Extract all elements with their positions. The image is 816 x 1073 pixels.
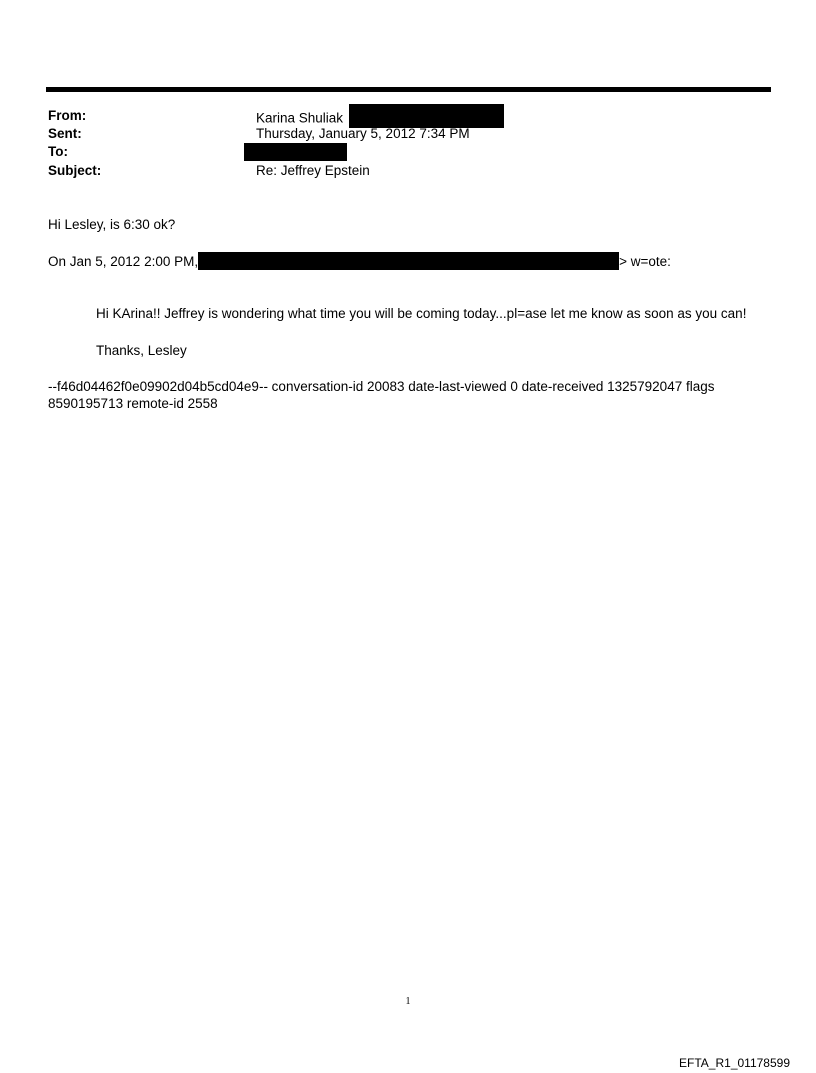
subject-label: Subject: — [48, 163, 102, 178]
message-metadata: --f46d04462f0e09902d04b5cd04e9-- conversation-id 20083 date-last-viewed 0 date-received 1325792047 flags 8590195713 remote-id 2558 — [48, 379, 715, 411]
document-id: EFTA_R1_01178599 — [679, 1056, 790, 1070]
quote-wrote: > w=ote: — [619, 254, 671, 269]
sent-label: Sent: — [48, 126, 82, 141]
quote-intro-line — [48, 253, 671, 271]
page-number: 1 — [405, 996, 411, 1007]
from-label: From: — [48, 108, 87, 123]
quoted-message: Hi KArina!! Jeffrey is wondering what time you will be coming today...pl=ase let me know as soon as you can! — [96, 306, 747, 321]
redaction-block — [244, 143, 347, 161]
from-name: Karina Shuliak — [256, 110, 344, 126]
quoted-signoff: Thanks, Lesley — [96, 343, 187, 358]
quote-intro: On Jan 5, 2012 2:00 PM, — [48, 254, 199, 269]
sent-value: Thursday, January 5, 2012 7:34 PM — [256, 126, 470, 141]
header-divider — [46, 87, 771, 92]
redaction-block — [198, 252, 619, 270]
to-label: To: — [48, 144, 68, 159]
reply-line: Hi Lesley, is 6:30 ok? — [48, 217, 176, 232]
subject-value: Re: Jeffrey Epstein — [256, 163, 370, 178]
